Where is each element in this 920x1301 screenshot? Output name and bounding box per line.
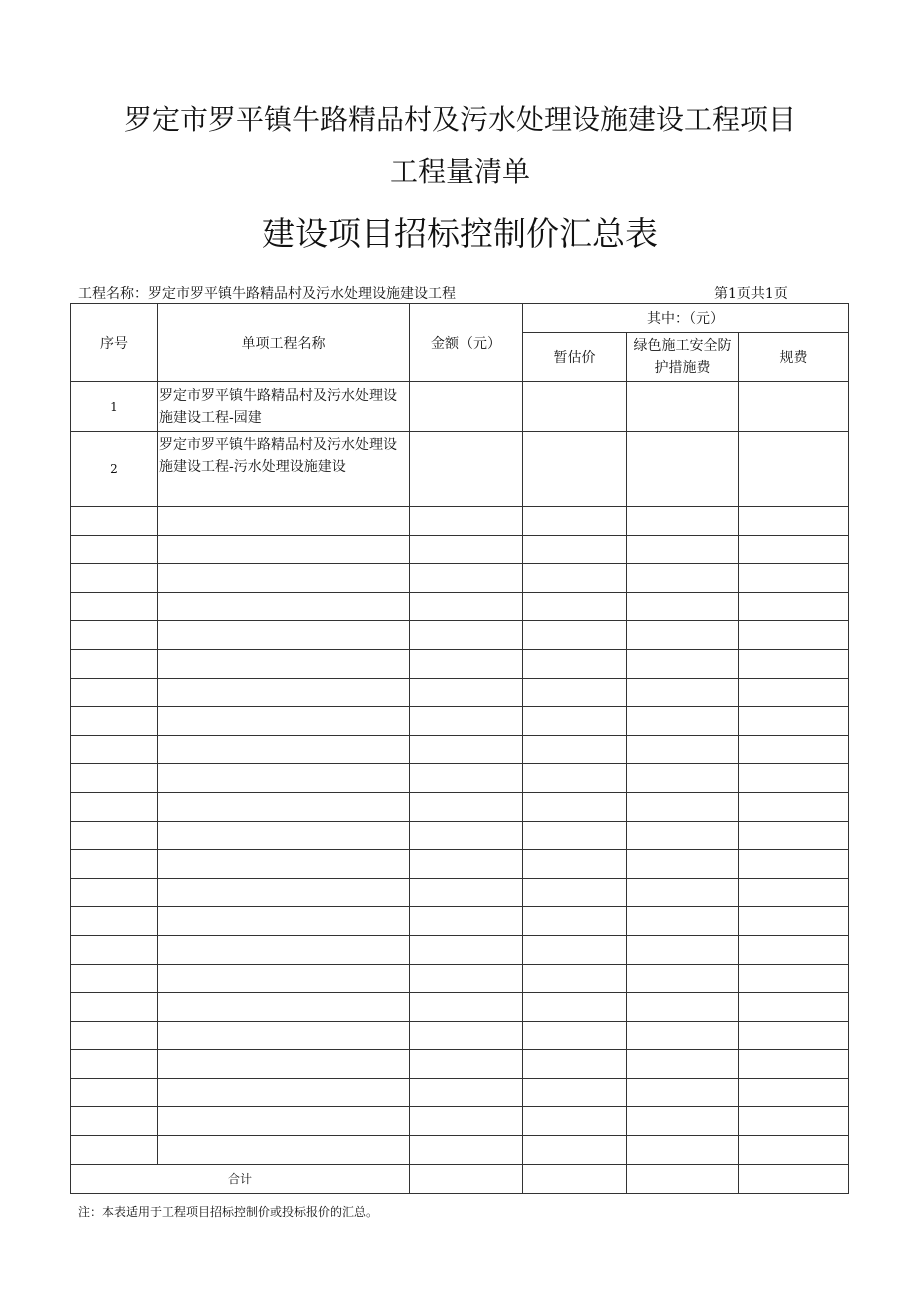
row-seq: 1 xyxy=(71,382,158,432)
empty-cell xyxy=(158,1078,410,1107)
empty-cell xyxy=(410,564,523,593)
empty-cell xyxy=(739,764,849,793)
empty-table-row xyxy=(71,592,849,621)
empty-cell xyxy=(71,649,158,678)
empty-cell xyxy=(410,678,523,707)
empty-cell xyxy=(739,1050,849,1079)
empty-cell xyxy=(739,1078,849,1107)
empty-cell xyxy=(739,792,849,821)
empty-cell xyxy=(71,993,158,1022)
empty-cell xyxy=(627,621,739,650)
table-row xyxy=(71,382,849,432)
summary-table xyxy=(70,303,849,1194)
empty-cell xyxy=(523,707,627,736)
empty-cell xyxy=(523,1050,627,1079)
empty-cell xyxy=(523,535,627,564)
empty-cell xyxy=(523,507,627,536)
empty-table-row xyxy=(71,735,849,764)
empty-cell xyxy=(158,764,410,793)
empty-cell xyxy=(158,1021,410,1050)
row-provisional xyxy=(523,432,627,507)
empty-cell xyxy=(71,707,158,736)
row-provisional xyxy=(523,382,627,432)
empty-cell xyxy=(71,850,158,879)
empty-cell xyxy=(71,1050,158,1079)
empty-cell xyxy=(739,964,849,993)
empty-cell xyxy=(158,821,410,850)
header-seq: 序号 xyxy=(71,304,158,382)
empty-cell xyxy=(627,850,739,879)
empty-cell xyxy=(739,678,849,707)
total-fees xyxy=(739,1164,849,1193)
header-provisional: 暂估价 xyxy=(523,333,627,382)
row-safety xyxy=(627,432,739,507)
empty-cell xyxy=(410,535,523,564)
empty-cell xyxy=(627,1107,739,1136)
empty-cell xyxy=(739,649,849,678)
empty-cell xyxy=(410,1078,523,1107)
empty-cell xyxy=(71,1078,158,1107)
empty-cell xyxy=(71,564,158,593)
empty-cell xyxy=(410,764,523,793)
empty-cell xyxy=(523,1107,627,1136)
empty-cell xyxy=(627,1136,739,1165)
empty-cell xyxy=(627,935,739,964)
total-amount xyxy=(410,1164,523,1193)
empty-cell xyxy=(523,935,627,964)
empty-cell xyxy=(158,678,410,707)
empty-cell xyxy=(410,850,523,879)
empty-cell xyxy=(158,850,410,879)
document-title-line-1: 罗定市罗平镇牛路精品村及污水处理设施建设工程项目 xyxy=(123,103,796,136)
empty-cell xyxy=(523,678,627,707)
header-safety-measures: 绿色施工安全防护措施费 xyxy=(627,333,739,382)
empty-cell xyxy=(158,564,410,593)
empty-cell xyxy=(410,993,523,1022)
empty-cell xyxy=(739,735,849,764)
empty-cell xyxy=(71,821,158,850)
empty-cell xyxy=(627,507,739,536)
empty-cell xyxy=(410,821,523,850)
empty-cell xyxy=(627,535,739,564)
empty-cell xyxy=(71,678,158,707)
empty-cell xyxy=(523,792,627,821)
empty-cell xyxy=(739,1021,849,1050)
empty-table-row xyxy=(71,621,849,650)
empty-table-row xyxy=(71,564,849,593)
footnote: 注：本表适用于工程项目招标控制价或投标报价的汇总。 xyxy=(78,1205,379,1219)
empty-cell xyxy=(158,1136,410,1165)
row-item-name: 罗定市罗平镇牛路精品村及污水处理设施建设工程-污水处理设施建设 xyxy=(158,432,410,507)
empty-cell xyxy=(739,621,849,650)
empty-cell xyxy=(523,735,627,764)
empty-cell xyxy=(410,907,523,936)
empty-cell xyxy=(158,707,410,736)
empty-cell xyxy=(739,507,849,536)
empty-cell xyxy=(523,1021,627,1050)
empty-cell xyxy=(523,964,627,993)
empty-cell xyxy=(410,964,523,993)
table-row xyxy=(71,432,849,507)
empty-cell xyxy=(71,764,158,793)
empty-cell xyxy=(627,707,739,736)
empty-cell xyxy=(158,507,410,536)
empty-table-row xyxy=(71,1078,849,1107)
empty-cell xyxy=(71,592,158,621)
row-amount xyxy=(410,432,523,507)
empty-cell xyxy=(739,878,849,907)
empty-cell xyxy=(71,535,158,564)
row-fees xyxy=(739,382,849,432)
empty-cell xyxy=(739,1136,849,1165)
empty-cell xyxy=(739,535,849,564)
empty-cell xyxy=(627,993,739,1022)
empty-table-row xyxy=(71,1021,849,1050)
empty-cell xyxy=(739,592,849,621)
empty-cell xyxy=(71,1136,158,1165)
empty-cell xyxy=(627,792,739,821)
empty-cell xyxy=(410,1021,523,1050)
empty-cell xyxy=(627,964,739,993)
table-title: 建设项目招标控制价汇总表 xyxy=(262,214,658,253)
empty-cell xyxy=(739,564,849,593)
empty-cell xyxy=(410,878,523,907)
total-provisional xyxy=(523,1164,627,1193)
project-name-line: 工程名称：罗定市罗平镇牛路精品村及污水处理设施建设工程 xyxy=(78,286,456,302)
row-seq: 2 xyxy=(71,432,158,507)
empty-cell xyxy=(627,564,739,593)
empty-cell xyxy=(627,735,739,764)
empty-cell xyxy=(739,993,849,1022)
empty-table-row xyxy=(71,678,849,707)
empty-cell xyxy=(158,621,410,650)
empty-cell xyxy=(410,649,523,678)
empty-cell xyxy=(410,1107,523,1136)
empty-cell xyxy=(158,878,410,907)
empty-cell xyxy=(158,993,410,1022)
empty-table-row xyxy=(71,707,849,736)
empty-table-row xyxy=(71,878,849,907)
empty-table-row xyxy=(71,535,849,564)
header-fees: 规费 xyxy=(739,333,849,382)
empty-cell xyxy=(158,964,410,993)
empty-cell xyxy=(158,1050,410,1079)
header-amount: 金额（元） xyxy=(410,304,523,382)
empty-cell xyxy=(71,621,158,650)
empty-cell xyxy=(410,507,523,536)
empty-cell xyxy=(739,907,849,936)
empty-table-row xyxy=(71,764,849,793)
empty-cell xyxy=(523,850,627,879)
empty-table-row xyxy=(71,935,849,964)
empty-cell xyxy=(410,735,523,764)
empty-cell xyxy=(627,678,739,707)
empty-cell xyxy=(71,1107,158,1136)
empty-cell xyxy=(523,1078,627,1107)
empty-cell xyxy=(739,707,849,736)
document-title-line-2: 工程量清单 xyxy=(389,155,530,188)
empty-cell xyxy=(627,764,739,793)
total-row xyxy=(71,1164,849,1193)
header-row xyxy=(71,304,849,333)
empty-cell xyxy=(158,735,410,764)
total-label: 合计 xyxy=(71,1164,410,1193)
empty-table-row xyxy=(71,792,849,821)
empty-cell xyxy=(158,935,410,964)
empty-table-row xyxy=(71,964,849,993)
empty-cell xyxy=(523,764,627,793)
empty-cell xyxy=(523,821,627,850)
empty-cell xyxy=(158,649,410,678)
empty-table-row xyxy=(71,507,849,536)
empty-cell xyxy=(71,507,158,536)
total-safety xyxy=(627,1164,739,1193)
empty-table-row xyxy=(71,907,849,936)
empty-cell xyxy=(523,1136,627,1165)
empty-cell xyxy=(410,592,523,621)
row-amount xyxy=(410,382,523,432)
empty-table-row xyxy=(71,821,849,850)
empty-cell xyxy=(627,907,739,936)
row-fees xyxy=(739,432,849,507)
empty-table-row xyxy=(71,1050,849,1079)
empty-cell xyxy=(739,821,849,850)
empty-cell xyxy=(158,792,410,821)
empty-cell xyxy=(739,850,849,879)
empty-cell xyxy=(71,964,158,993)
empty-cell xyxy=(523,592,627,621)
empty-table-row xyxy=(71,850,849,879)
empty-cell xyxy=(410,1050,523,1079)
empty-cell xyxy=(739,935,849,964)
empty-cell xyxy=(627,592,739,621)
empty-cell xyxy=(158,907,410,936)
empty-cell xyxy=(523,907,627,936)
empty-cell xyxy=(410,621,523,650)
row-item-name: 罗定市罗平镇牛路精品村及污水处理设施建设工程-园建 xyxy=(158,382,410,432)
empty-cell xyxy=(627,649,739,678)
empty-cell xyxy=(523,564,627,593)
empty-cell xyxy=(71,735,158,764)
empty-cell xyxy=(71,907,158,936)
empty-cell xyxy=(158,1107,410,1136)
empty-cell xyxy=(410,935,523,964)
page-indicator: 第1页共1页 xyxy=(714,286,788,302)
empty-cell xyxy=(71,878,158,907)
empty-table-row xyxy=(71,1107,849,1136)
empty-cell xyxy=(523,993,627,1022)
header-of-which: 其中：（元） xyxy=(523,304,849,333)
empty-cell xyxy=(627,878,739,907)
empty-cell xyxy=(71,792,158,821)
empty-table-row xyxy=(71,993,849,1022)
empty-cell xyxy=(71,935,158,964)
empty-cell xyxy=(523,878,627,907)
empty-cell xyxy=(523,621,627,650)
empty-table-row xyxy=(71,649,849,678)
empty-cell xyxy=(410,707,523,736)
empty-cell xyxy=(627,1050,739,1079)
empty-cell xyxy=(739,1107,849,1136)
empty-cell xyxy=(158,592,410,621)
empty-cell xyxy=(627,821,739,850)
empty-table-row xyxy=(71,1136,849,1165)
row-safety xyxy=(627,382,739,432)
header-item-name: 单项工程名称 xyxy=(158,304,410,382)
empty-cell xyxy=(158,535,410,564)
empty-cell xyxy=(627,1078,739,1107)
empty-cell xyxy=(410,1136,523,1165)
empty-cell xyxy=(71,1021,158,1050)
empty-cell xyxy=(410,792,523,821)
empty-cell xyxy=(523,649,627,678)
empty-cell xyxy=(627,1021,739,1050)
